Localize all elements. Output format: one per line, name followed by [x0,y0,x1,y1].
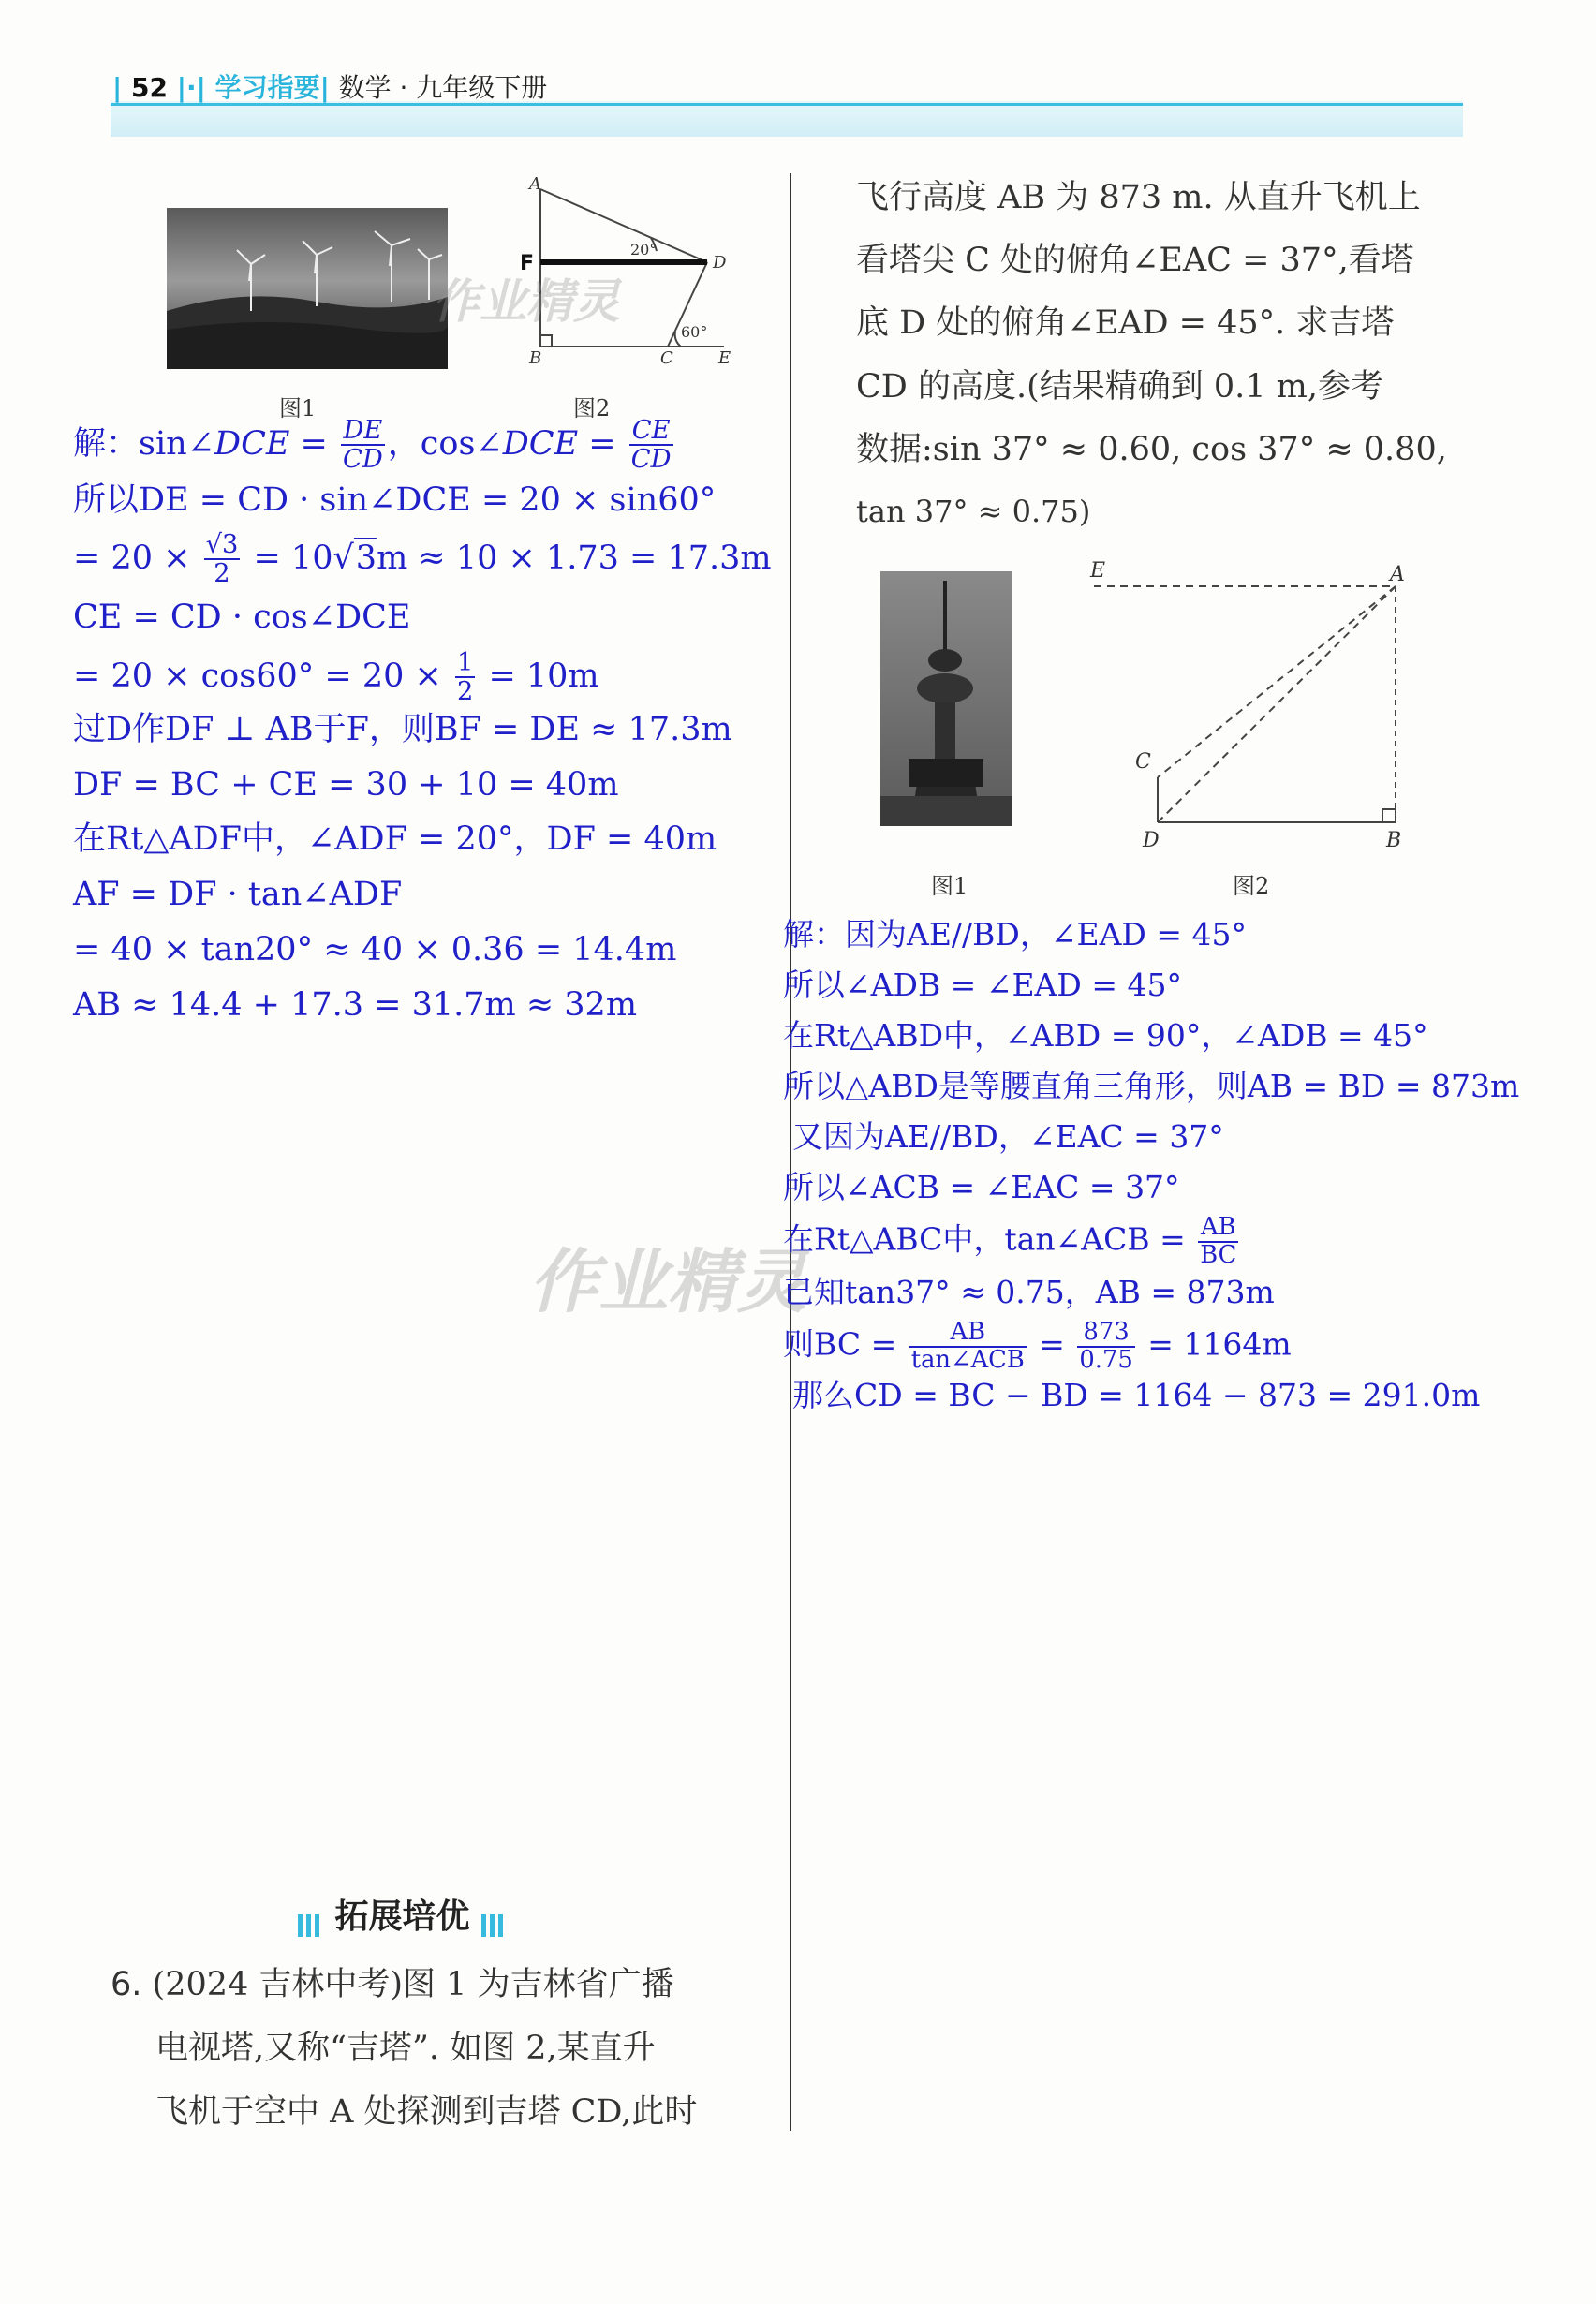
problem-line: 看塔尖 C 处的俯角∠EAC = 37°,看塔 [856,242,1414,279]
label-a: A [1390,563,1405,586]
problem-line: 飞机于空中 A 处探测到吉塔 CD,此时 [155,2093,698,2131]
solution-line: 在Rt△ABD中，∠ABD = 90°，∠ADB = 45° [783,1017,1428,1054]
problem-line: 底 D 处的俯角∠EAD = 45°. 求吉塔 [856,304,1395,342]
solution-line: 所以∠ADB = ∠EAD = 45° [783,967,1182,1003]
tv-tower-photo [880,571,1012,826]
label-e: E [718,348,732,368]
section-title: 拓展培优 [298,1890,507,1938]
solution-line: 在Rt△ADF中，∠ADF = 20°，DF = 40m [73,820,717,858]
header-band [111,101,1463,137]
solution-line: 已知tan37° ≈ 0.75，AB = 873m [783,1274,1275,1310]
right-geometry-figure [1077,558,1424,858]
solution-line: AB ≈ 14.4 + 17.3 = 31.7m ≈ 32m [73,986,638,1024]
problem-line: CD 的高度.(结果精确到 0.1 m,参考 [856,368,1383,406]
solution-line: 所以DE = CD · sin∠DCE = 20 × sin60° [73,481,717,519]
book-subject: 数学 · 九年级下册 [338,72,548,103]
problem-line: 6. (2024 吉林中考)图 1 为吉林省广播 [111,1966,674,2003]
label-b: B [1386,829,1402,852]
solution-line: = 20 × cos60° = 20 × $\frac{1}{2}$ = 10m [73,648,599,707]
book-brand: 学习指要 [214,72,320,103]
problem-line: tan 37° ≈ 0.75) [856,494,1091,529]
label-f: F [520,252,535,275]
solution-line: = 40 × tan20° ≈ 40 × 0.36 = 14.4m [73,931,677,968]
figure-caption: 图1 [931,873,968,899]
running-header: | 52 |·| 学习指要| 数学 · 九年级下册 [112,72,548,103]
solution-line: AF = DF · tan∠ADF [73,876,403,913]
angle-top: 20° [630,241,658,258]
label-b: B [529,348,542,368]
solution-line: 在Rt△ABC中，tan∠ACB = $\frac{AB}{BC}$ [783,1213,1237,1269]
solution-line: DF = BC + CE = 30 + 10 = 40m [73,766,619,804]
watermark: 作业精灵 [433,274,620,329]
label-e: E [1090,559,1106,583]
watermark: 作业精灵 [529,1242,806,1322]
solution-line: CE = CD · cos∠DCE [73,598,411,636]
label-d: D [713,253,727,273]
label-c: C [1135,750,1151,774]
figure-caption: 图2 [1233,873,1270,899]
problem-line: 电视塔,又称“吉塔”. 如图 2,某直升 [155,2030,656,2067]
column-divider [790,173,791,2131]
solution-line: 又因为AE//BD，∠EAC = 37° [792,1118,1224,1155]
problem-line: 飞行高度 AB 为 873 m. 从直升飞机上 [856,179,1421,216]
solution-line: 则BC = $\frac{AB}{\text{tan∠ACB}}$ = $\frac{873}{0.75}$ = 1164m [783,1318,1292,1374]
solution-line: 解：sin∠DCE = $\frac{DE}{CD}$ ，cos∠DCE = $\frac{CE}{CD}$ [73,416,672,475]
label-d: D [1143,829,1160,852]
problem-line: 数据:sin 37° ≈ 0.60, cos 37° ≈ 0.80, [856,431,1447,468]
solution-line: = 20 × $\frac{√3}{2}$ = 10√3m ≈ 10 × 1.73 = 17.3m [73,530,772,589]
solution-line: 解：因为AE//BD，∠EAD = 45° [783,916,1248,953]
solution-line: 过D作DF ⊥ AB于F，则BF = DE ≈ 17.3m [73,711,732,748]
problem-number: 6. [111,1966,142,2003]
label-c: C [660,348,673,368]
wind-turbine-photo [167,208,448,369]
angle-bottom: 60° [681,323,708,341]
label-a: A [529,176,541,194]
figure-caption: 图2 [573,395,611,421]
page-number: 52 [130,72,168,103]
solution-line: 所以△ABD是等腰直角三角形，则AB = BD = 873m [783,1068,1520,1104]
solution-line: 那么CD = BC − BD = 1164 − 873 = 291.0m [792,1377,1481,1413]
solution-line: 所以∠ACB = ∠EAC = 37° [783,1169,1180,1205]
figure-caption: 图1 [279,395,317,421]
